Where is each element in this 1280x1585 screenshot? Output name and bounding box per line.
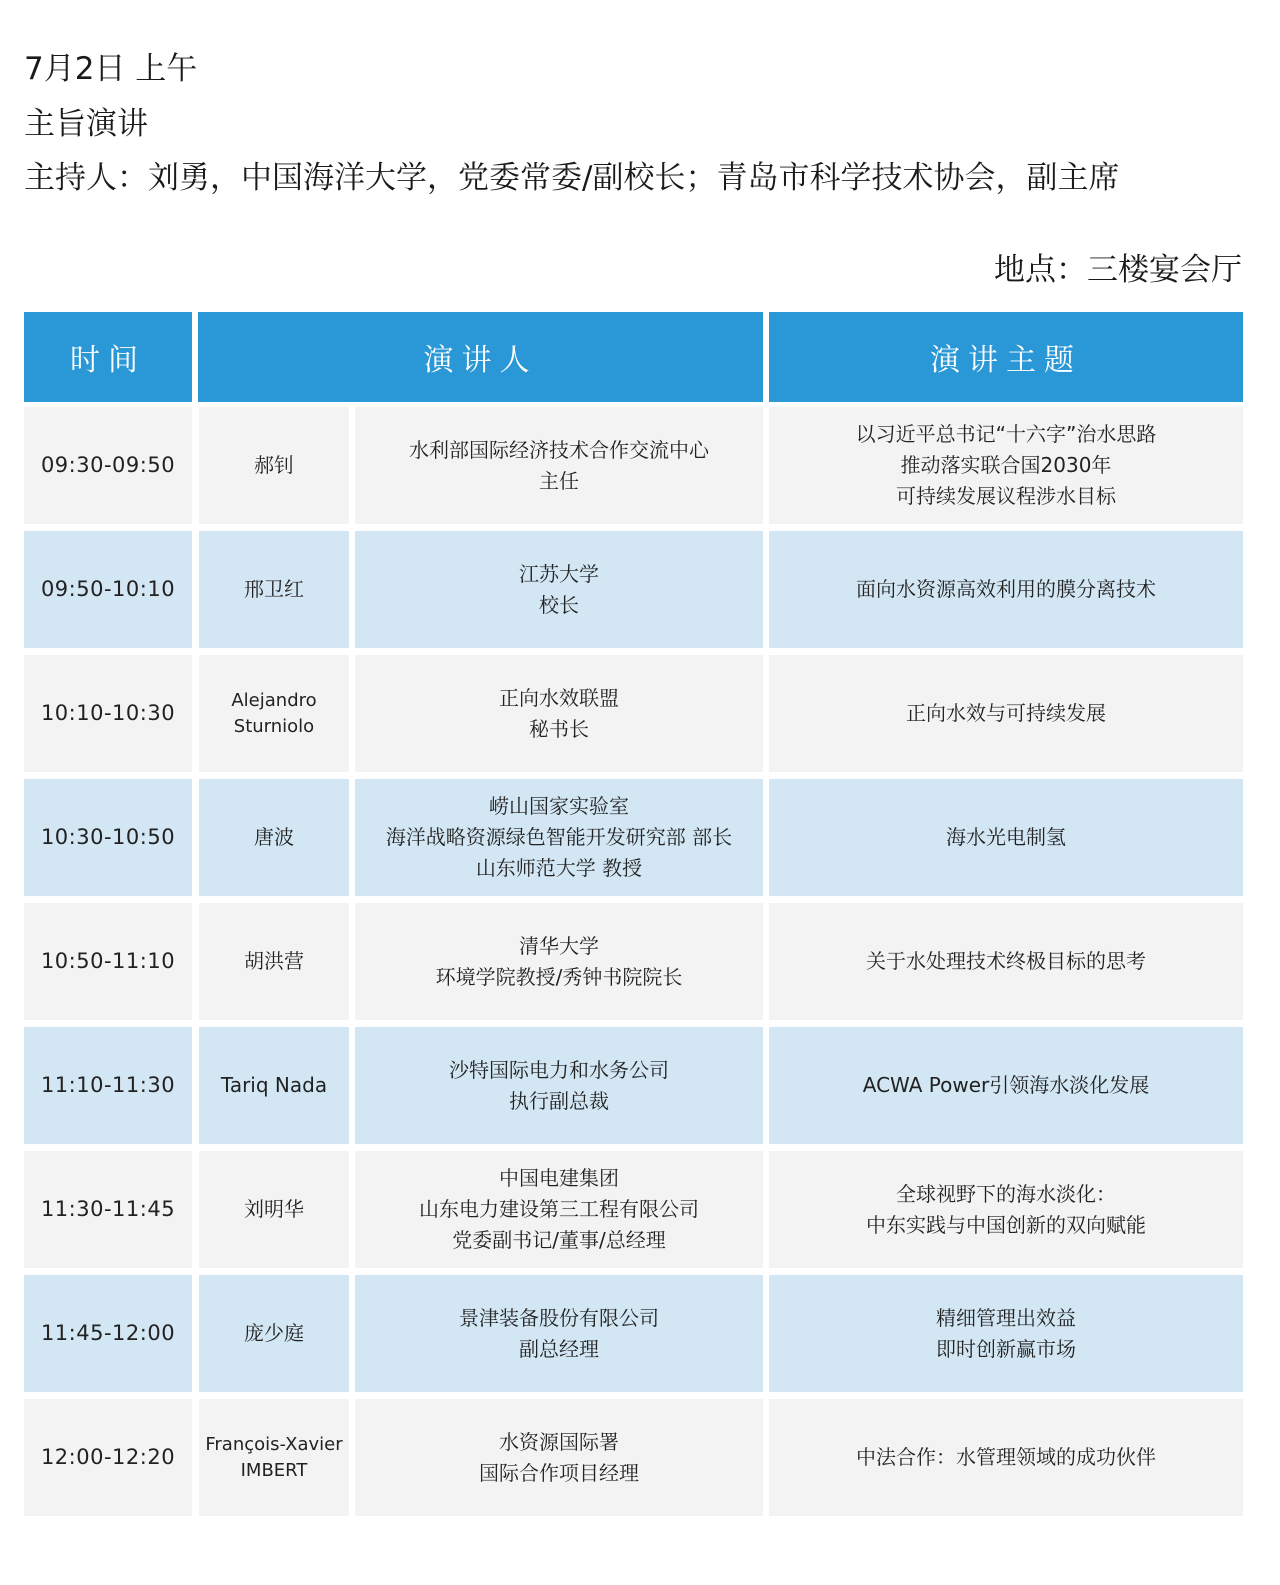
- session-venue: 地点：三楼宴会厅: [994, 252, 1242, 288]
- speaker-affiliation: 正向水效联盟 秘书长: [355, 655, 763, 772]
- session-title: 主旨演讲: [24, 106, 148, 142]
- table-row: [24, 903, 1243, 1020]
- table-row: [24, 1275, 1243, 1392]
- speaker-affiliation: 清华大学 环境学院教授/秀钟书院院长: [355, 903, 763, 1020]
- talk-topic: 海水光电制氢: [769, 779, 1243, 896]
- row-time: 11:10-11:30: [24, 1027, 192, 1144]
- speaker-affiliation: 沙特国际电力和水务公司 执行副总裁: [355, 1027, 763, 1144]
- row-time: 11:30-11:45: [24, 1151, 192, 1268]
- table-row: [24, 655, 1243, 772]
- talk-topic: 面向水资源高效利用的膜分离技术: [769, 531, 1243, 648]
- column-header-speaker: 演讲人: [198, 312, 763, 402]
- speaker-name: 刘明华: [199, 1151, 349, 1268]
- speaker-name: Alejandro Sturniolo: [199, 655, 349, 772]
- speaker-affiliation: 江苏大学 校长: [355, 531, 763, 648]
- speaker-affiliation: 水资源国际署 国际合作项目经理: [355, 1399, 763, 1516]
- row-time: 09:30-09:50: [24, 407, 192, 524]
- speaker-affiliation: 中国电建集团 山东电力建设第三工程有限公司 党委副书记/董事/总经理: [355, 1151, 763, 1268]
- column-header-topic: 演讲主题: [769, 312, 1243, 402]
- table-row: [24, 1027, 1243, 1144]
- speaker-name: 胡洪营: [199, 903, 349, 1020]
- talk-topic: 中法合作：水管理领域的成功伙伴: [769, 1399, 1243, 1516]
- column-header-time: 时间: [24, 312, 192, 402]
- speaker-affiliation: 水利部国际经济技术合作交流中心 主任: [355, 407, 763, 524]
- table-row: [24, 1151, 1243, 1268]
- row-time: 10:10-10:30: [24, 655, 192, 772]
- speaker-name: 郝钊: [199, 407, 349, 524]
- table-row: [24, 407, 1243, 524]
- speaker-name: 庞少庭: [199, 1275, 349, 1392]
- row-time: 11:45-12:00: [24, 1275, 192, 1392]
- talk-topic: 正向水效与可持续发展: [769, 655, 1243, 772]
- agenda-table: [24, 312, 1243, 1485]
- table-row: [24, 779, 1243, 896]
- talk-topic: 精细管理出效益 即时创新赢市场: [769, 1275, 1243, 1392]
- row-time: 12:00-12:20: [24, 1399, 192, 1516]
- talk-topic: 以习近平总书记“十六字”治水思路 推动落实联合国2030年 可持续发展议程涉水目标: [769, 407, 1243, 524]
- table-header: [24, 312, 1243, 402]
- speaker-name: 邢卫红: [199, 531, 349, 648]
- table-row: [24, 531, 1243, 648]
- speaker-name: 唐波: [199, 779, 349, 896]
- speaker-affiliation: 景津装备股份有限公司 副总经理: [355, 1275, 763, 1392]
- session-host: 主持人：刘勇，中国海洋大学，党委常委/副校长；青岛市科学技术协会，副主席: [24, 160, 1120, 196]
- row-time: 10:50-11:10: [24, 903, 192, 1020]
- row-time: 10:30-10:50: [24, 779, 192, 896]
- speaker-name: François-Xavier IMBERT: [199, 1399, 349, 1516]
- table-row: [24, 1399, 1243, 1516]
- speaker-name: Tariq Nada: [199, 1027, 349, 1144]
- speaker-affiliation: 崂山国家实验室 海洋战略资源绿色智能开发研究部 部长 山东师范大学 教授: [355, 779, 763, 896]
- session-date: 7月2日 上午: [24, 51, 198, 87]
- talk-topic: ACWA Power引领海水淡化发展: [769, 1027, 1243, 1144]
- row-time: 09:50-10:10: [24, 531, 192, 648]
- talk-topic: 全球视野下的海水淡化： 中东实践与中国创新的双向赋能: [769, 1151, 1243, 1268]
- talk-topic: 关于水处理技术终极目标的思考: [769, 903, 1243, 1020]
